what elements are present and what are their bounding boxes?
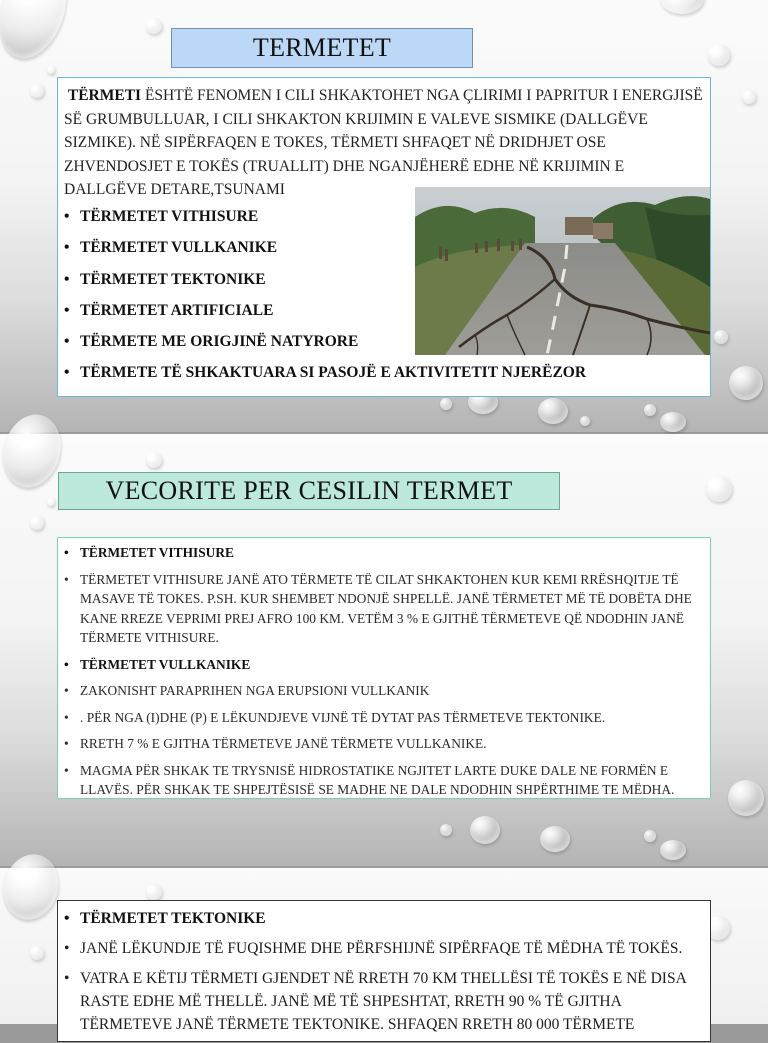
- water-drop: [47, 498, 55, 506]
- water-drop: [708, 44, 730, 66]
- cracked-road-image: [415, 187, 710, 355]
- intro-paragraph: [64, 84, 704, 202]
- slide-title: TERMETET: [171, 28, 473, 68]
- content-box: [57, 900, 711, 1042]
- list-item: • VATRA E KËTIJ TËRMETI GJENDET NË RRETH 70 KM THELLËSI TË TOKËS E NË DISA RASTE EDHE MË THELLË. JANË MË TË SHPESHTAT, RRETH 90 % TË GJITHA TËRMETEVE JANË TËRMETE TEKTONIKE. SHFAQEN RRETH 80 000 TËRMETE: [60, 967, 706, 1036]
- content-box: [57, 537, 711, 799]
- water-drop: [742, 90, 756, 104]
- list-item: • RRETH 7 % E GJITHA TËRMETEVE JANË TËRMETE VULLKANIKE.: [60, 734, 706, 754]
- characteristics-list: [60, 543, 706, 807]
- water-drop: [440, 398, 452, 410]
- water-drop: [47, 66, 55, 74]
- intro-text: ËSHTË FENOMEN I CILI SHKAKTOHET NGA ÇLIRIMI I PAPRITUR I ENERGJISË SË GRUMBULLUAR, I CILI SHKAKTON KRIJIMIN E VALEVE SISMIKE (DALLGËVE SIZMIKE). NË SIPËRFAQEN E TOKES, TËRMETI SHFAQET NË DRIDHJET OSE ZHVENDOSJET E TOKËS (TRUALLIT) DHE NGANJËHERË EDHE NË KRIJIMIN E DALLGËVE DETARE,TSUNAMI: [64, 87, 703, 198]
- slide-tektonike: [0, 868, 768, 1033]
- water-drop: [660, 840, 686, 860]
- list-heading: • TËRMETET VULLKANIKE: [60, 655, 706, 675]
- water-drop: [146, 452, 162, 468]
- list-item: • TËRMETE ME ORIGJINË NATYRORE: [60, 332, 700, 363]
- water-drop: [660, 412, 686, 432]
- water-drop: [146, 884, 162, 900]
- intro-term: TËRMETI: [67, 87, 142, 104]
- list-item: • ZAKONISHT PARAPRIHEN NGA ERUPSIONI VULLKANIK: [60, 681, 706, 701]
- list-item: • TËRMETET VITHISURE: [60, 207, 700, 238]
- list-item: • JANË LËKUNDJE TË FUQISHME DHE PËRFSHIJNË SIPËRFAQE TË MËDHA TË TOKËS.: [60, 937, 706, 960]
- slide-title: VECORITE PER CESILIN TERMET: [58, 472, 560, 510]
- water-drop: [728, 780, 764, 816]
- water-drop: [540, 826, 570, 852]
- water-drop: [440, 824, 452, 836]
- water-drop: [580, 416, 590, 426]
- list-item: • MAGMA PËR SHKAK TE TRYSNISË HIDROSTATIKE NGJITET LARTE DUKE DALE NE FORMËN E LLAVËS. PËR SHKAK TE SHPEJTËSISË SE MADHE NE DALE NDODHIN SHPËRTHIME TE MËDHA.: [60, 761, 706, 800]
- water-drop: [729, 366, 763, 400]
- list-heading: • TËRMETET TEKTONIKE: [60, 907, 706, 930]
- list-item: • TËRMETE TË SHKAKTUARA SI PASOJË E AKTIVITETIT NJERËZOR: [60, 363, 700, 394]
- water-drop: [146, 18, 162, 34]
- tectonic-list: [60, 907, 706, 1043]
- cracked-road-photo: [415, 187, 710, 355]
- water-drop: [714, 330, 728, 344]
- water-drop: [30, 84, 44, 98]
- water-drop: [644, 404, 656, 416]
- slide-termetet: [0, 0, 768, 432]
- water-drop: [0, 0, 78, 67]
- list-heading: • TËRMETET VITHISURE: [60, 543, 706, 563]
- list-item: • TËRMETET VITHISURE JANË ATO TËRMETE TË CILAT SHKAKTOHEN KUR KEMI RRËSHQITJE TË MASAVE TË TOKES. P.SH. KUR SHEMBET NDONJË SHPELLË. JANË TËRMETET MË TË DOBËTA DHE KANE RREZE VEPRIMI PREJ AFRO 100 KM. VETËM 3 % E GJITHË TËRMETEVE QË NDODHIN JANË TËRMETE VITHISURE.: [60, 570, 706, 648]
- water-drop: [470, 816, 500, 844]
- water-drop: [538, 398, 568, 424]
- content-box: [57, 77, 711, 397]
- water-drop: [706, 476, 732, 502]
- slide-vecorite: [0, 434, 768, 866]
- list-item: • TËRMETET VULLKANIKE: [60, 238, 700, 269]
- list-item: • TËRMETET ARTIFICIALE: [60, 301, 700, 332]
- list-item: • . PËR NGA (I)DHE (P) E LËKUNDJEVE VIJNË TË DYTAT PAS TËRMETEVE TEKTONIKE.: [60, 708, 706, 728]
- water-drop: [30, 946, 44, 960]
- water-drop: [644, 830, 656, 842]
- water-drop: [660, 0, 704, 14]
- list-item: • TËRMETET TEKTONIKE: [60, 270, 700, 301]
- water-drop: [30, 516, 44, 530]
